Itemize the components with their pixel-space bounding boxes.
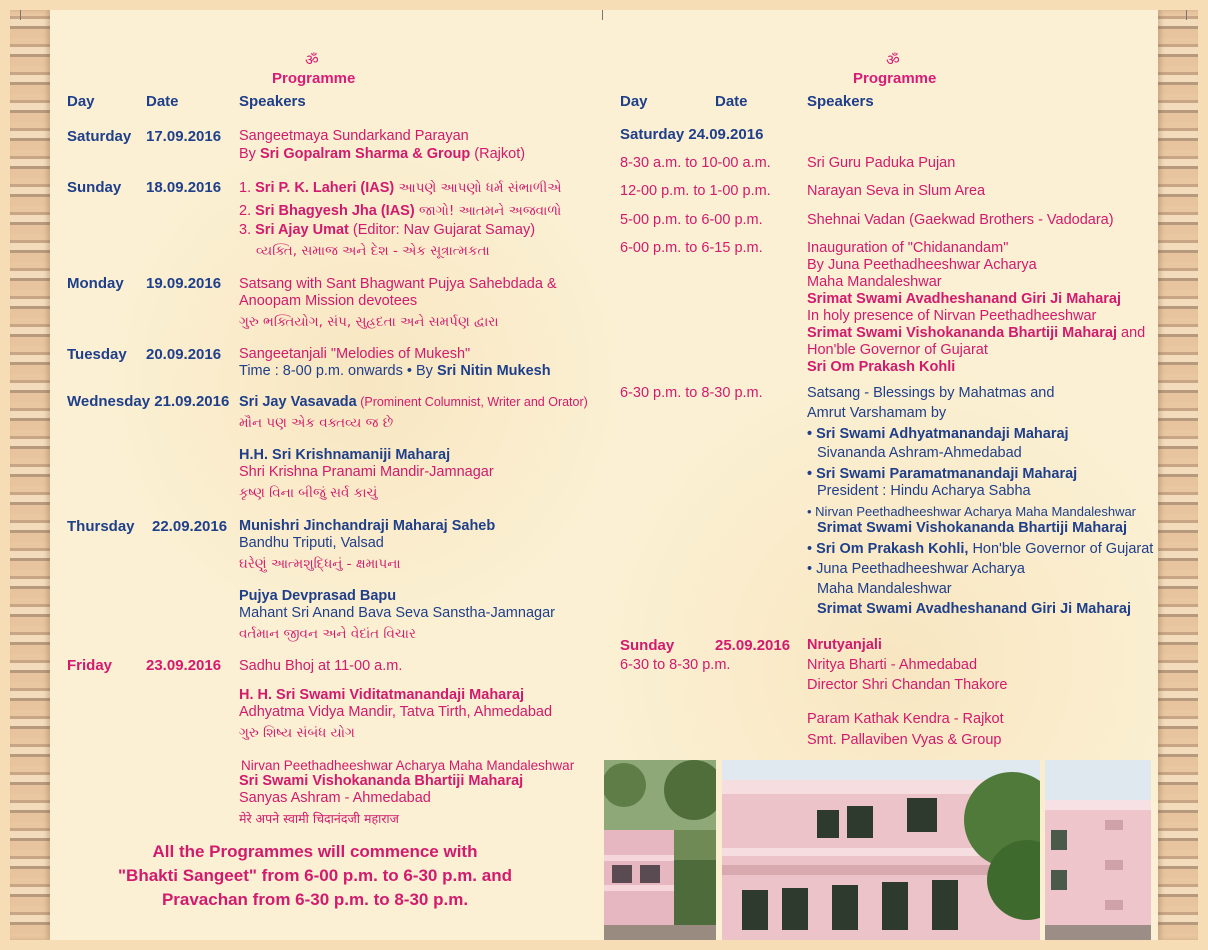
tuesday-line1: Sangeetanjali "Melodies of Mukesh" [239,346,471,362]
time-slot-1: 8-30 a.m. to 10-00 a.m. [620,155,771,171]
wednesday-line3: H.H. Sri Krishnamaniji Maharaj [239,447,451,463]
day-sunday: Sunday [67,179,122,196]
slot5-line5: • Sri Swami Paramatmanandaji Maharaj [807,466,1078,482]
day-sunday-right: Sunday [620,637,675,654]
slot4-line2: By Juna Peethadheeshwar Acharya [807,257,1037,273]
note-line1: All the Programmes will commence with [152,842,478,861]
date-friday: 23.09.2016 [146,657,222,674]
slot4-line7: Hon'ble Governor of Gujarat [807,342,988,358]
date-thursday: 22.09.2016 [152,518,228,535]
day-tuesday: Tuesday [67,346,127,363]
saturday-line2: By Sri Gopalram Sharma & Group (Rajkot) [239,146,526,162]
slot4-line5: In holy presence of Nirvan Peethadheeshwar [807,308,1097,324]
day-date-saturday-right: Saturday 24.09.2016 [620,126,764,143]
thursday-line4: Pujya Devprasad Bapu [239,588,397,604]
day-saturday: Saturday [67,128,132,145]
thursday-line1: Munishri Jinchandraji Maharaj Saheb [239,518,496,534]
slot4-line3: Maha Mandaleshwar [807,274,942,290]
friday-line5: Nirvan Peethadheeshwar Acharya Maha Mandaleshwar [241,758,575,773]
time-slot-4: 6-00 p.m. to 6-15 p.m. [620,240,763,256]
friday-line4: ગુરુ શિષ્ય સંબંધ યોગ [239,725,355,741]
thursday-line5: Mahant Sri Anand Bava Seva Sanstha-Jamnagar [239,605,555,621]
programme-title-right: Programme [853,70,937,87]
sunday-line2: 2. Sri Bhagyesh Jha (IAS) જાગો! આતમને અજવાળો [239,203,562,219]
time-slot-2: 12-00 p.m. to 1-00 p.m. [620,183,771,199]
wednesday-line2: મૌન પણ એક વક્તવ્ય જ છે [239,415,394,431]
thursday-line2: Bandhu Triputi, Valsad [239,535,384,551]
wednesday-line5: કૃષ્ણ વિના બીજું સર્વ કાચું [239,485,378,501]
sunday-right-line2: Nritya Bharti - Ahmedabad [807,657,978,673]
date-sunday: 18.09.2016 [146,179,222,196]
saturday-line1: Sangeetmaya Sundarkand Parayan [239,128,469,144]
friday-line1: Sadhu Bhoj at 11-00 a.m. [239,658,403,674]
slot5-line6: President : Hindu Acharya Sabha [817,483,1031,499]
slot4-line1: Inauguration of "Chidanandam" [807,240,1009,256]
slot5-line10: • Juna Peethadheeshwar Acharya [807,561,1025,577]
sunday-right-line3: Director Shri Chandan Thakore [807,677,1008,693]
thursday-line3: ઘરેણું આત્મશુદ્ધિનું - ક્ષમાપના [239,556,401,572]
sunday-line1: 1. Sri P. K. Laheri (IAS) આપણે આપણો ધર્મ સંભાળીએ [239,180,562,196]
day-date-wednesday: Wednesday 21.09.2016 [67,393,230,410]
wednesday-line1: Sri Jay Vasavada (Prominent Columnist, Writer and Orator) [239,394,588,410]
monday-line1: Satsang with Sant Bhagwant Pujya Sahebdada & [239,276,557,292]
header-speakers-right: Speakers [807,93,874,110]
header-day-right: Day [620,93,648,110]
crop-mark-left [20,10,21,20]
date-saturday: 17.09.2016 [146,128,222,145]
speaker-slot-1: Sri Guru Paduka Pujan [807,155,956,171]
thursday-line6: વર્તમાન જીવન અને વેદાંત વિચાર [239,626,416,642]
om-symbol-right: ॐ [886,51,900,69]
sunday-right-time: 6-30 to 8-30 p.m. [620,657,731,673]
friday-line3: Adhyatma Vidya Mandir, Tatva Tirth, Ahmedabad [239,704,553,720]
day-monday: Monday [67,275,124,292]
day-thursday: Thursday [67,518,135,535]
left-decorative-border [10,10,50,940]
time-slot-5: 6-30 p.m. to 8-30 p.m. [620,385,763,401]
monday-line3: ગુરુ ભક્તિયોગ, સંપ, સુહ્રદતા અને સમર્પણ દ્વારા [239,314,499,330]
sunday-right-line4: Param Kathak Kendra - Rajkot [807,711,1004,727]
header-date-left: Date [146,93,179,110]
day-friday: Friday [67,657,113,674]
date-sunday-right: 25.09.2016 [715,637,791,654]
sunday-line3: 3. Sri Ajay Umat (Editor: Nav Gujarat Samay) [239,222,536,238]
sunday-right-line5: Smt. Pallaviben Vyas & Group [807,732,1002,748]
slot4-line4: Srimat Swami Avadheshanand Giri Ji Maharaj [807,291,1122,307]
right-decorative-border [1158,10,1198,940]
slot5-line11: Maha Mandaleshwar [817,581,952,597]
speaker-slot-3: Shehnai Vadan (Gaekwad Brothers - Vadodara) [807,212,1114,228]
friday-line8: मेरे अपने स्वामी चिदानंदजी महाराज [239,811,399,826]
programme-title-left: Programme [272,70,356,87]
programme-note [60,840,570,912]
note-line3: Pravachan from 6-30 p.m. to 8-30 p.m. [161,890,469,909]
date-tuesday: 20.09.2016 [146,346,222,363]
friday-line2: H. H. Sri Swami Viditatmanandaji Maharaj [239,687,524,703]
slot5-line3: • Sri Swami Adhyatmanandaji Maharaj [807,426,1069,442]
note-line2: "Bhakti Sangeet" from 6-00 p.m. to 6-30 p.m. and [118,866,512,885]
slot5-line4: Sivananda Ashram-Ahmedabad [817,445,1022,461]
slot5-line9: • Sri Om Prakash Kohli, Hon'ble Governor of Gujarat [807,541,1154,557]
header-speakers-left: Speakers [239,93,306,110]
fold-mark [602,10,603,20]
wednesday-line4: Shri Krishna Pranami Mandir-Jamnagar [239,464,494,480]
slot4-line8: Sri Om Prakash Kohli [807,359,956,375]
header-date-right: Date [715,93,748,110]
crop-mark-right [1186,10,1187,20]
friday-line6: Sri Swami Vishokananda Bhartiji Maharaj [239,773,524,789]
date-monday: 19.09.2016 [146,275,222,292]
friday-line7: Sanyas Ashram - Ahmedabad [239,790,431,806]
building-photo-left [604,760,716,940]
slot5-line7: • Nirvan Peethadheeshwar Acharya Maha Mandaleshwar [807,504,1137,519]
building-photo-right [1045,760,1151,940]
time-slot-3: 5-00 p.m. to 6-00 p.m. [620,212,763,228]
monday-line2: Anoopam Mission devotees [239,293,418,309]
sunday-right-line1: Nrutyanjali [807,637,882,653]
speaker-slot-2: Narayan Seva in Slum Area [807,183,986,199]
slot5-line1: Satsang - Blessings by Mahatmas and [807,385,1055,401]
slot5-line8: Srimat Swami Vishokananda Bhartiji Maharaj [817,520,1127,536]
sunday-line4: વ્યક્તિ, સમાજ અને દેશ - એક સૂત્રાત્મકતા [256,243,490,259]
om-symbol-left: ॐ [305,51,319,69]
slot4-line6: Srimat Swami Vishokananda Bhartiji Maharaj and [807,325,1146,341]
slot5-line12: Srimat Swami Avadheshanand Giri Ji Maharaj [817,601,1132,617]
tuesday-line2: Time : 8-00 p.m. onwards • By Sri Nitin Mukesh [239,363,551,379]
slot5-line2: Amrut Varshamam by [807,405,947,421]
building-photo-center [722,760,1040,940]
header-day-left: Day [67,93,95,110]
